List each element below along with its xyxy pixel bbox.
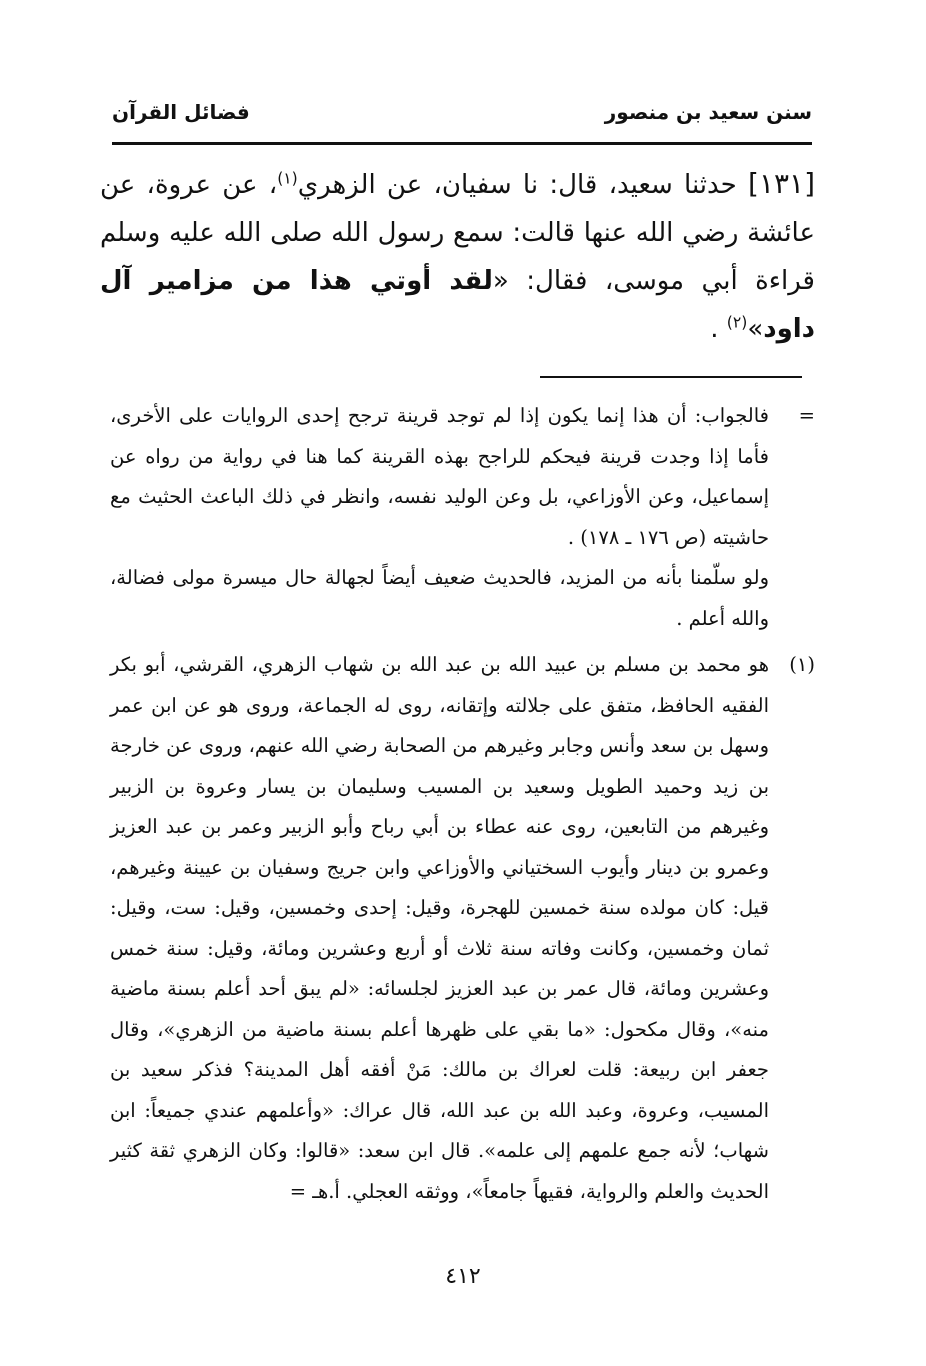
footnote-1 [110, 645, 815, 1212]
footnote-1-marker: (١) [789, 653, 815, 676]
footnote-1-body: هو محمد بن مسلم بن عبيد الله بن عبد الله بن شهاب الزهري، القرشي، أبو بكر الفقيه الحافظ، متفق على جلالته وإتقانه، روى له الجماعة، وروى هو عن ابن عمر وسهل بن سعد وأنس وجابر وغيرهم من الصحابة رضي الله عنهم، وروى عن خارجة بن زيد وحميد الطويل وسعيد بن المسيب وسليمان بن يسار وعروة بن الزبير وغيرهم من التابعين، روى عنه عطاء بن أبي رباح وأبو الزبير وعمر بن عبد العزيز وعمرو بن دينار وأيوب السختياني والأوزاعي وابن جريج وسفيان بن عيينة وغيرهم، قيل: كان مولده سنة خمسين للهجرة، وقيل: إحدى وخمسين، وقيل: ست، وقيل: ثمان وخمسين، وكانت وفاته سنة ثلاث أو أربع وعشرين ومائة، وقيل: سنة خمس وعشرين ومائة، قال عمر بن عبد العزيز لجلسائه: «لم يبق أحد أعلم بسنة ماضية منه»، وقال مكحول: «ما بقي على ظهرها أعلم بسنة ماضية من الزهري»، وقال جعفر ابن ربيعة: قلت لعراك بن مالك: مَنْ أفقه أهل المدينة؟ فذكر سعيد بن المسيب، وعروة، وعبد الله بن عبد الله، قال عراك: «وأعلمهم عندي جميعاً: ابن شهاب؛ لأنه جمع علمهم إلى علمه». قال ابن سعد: «قالوا: وكان الزهري ثقة كثير الحديث والعلم والرواية، فقيهاً جامعاً»، ووثقه العجلي. أ.هـ = [110, 653, 769, 1203]
footnote-continued [110, 396, 815, 639]
header-chapter-title: فضائل القرآن [112, 100, 250, 124]
hadith-emphasis: لقد أوتي هذا من مزامير آل داود [100, 266, 815, 344]
header-rule [112, 142, 812, 145]
footnote-continued-paragraph-2: ولو سلّمنا بأنه من المزيد، فالحديث ضعيف أيضاً لجهالة حال ميسرة مولى فضالة، والله أعلم . [110, 566, 769, 630]
footnote-continued-paragraph-1: فالجواب: أن هذا إنما يكون إذا لم توجد قرينة ترجح إحدى الروايات على الأخرى، فأما إذا وجدت قرينة فيحكم للراجح بهذه القرينة كما هنا في رواية من رواه عن إسماعيل، وعن الأوزاعي، بل وعن الوليد نفسه، وانظر في ذلك الباعث الحثيث مع حاشيته (ص ١٧٦ ـ ١٧٨) . [110, 404, 769, 549]
footnote-ref-1: (١) [277, 169, 298, 188]
page-number: ٤١٢ [445, 1264, 481, 1289]
running-header [112, 92, 812, 132]
hadith-part-4: . [710, 314, 727, 344]
footnote-continued-body [110, 396, 769, 639]
hadith-text [100, 160, 815, 353]
header-book-title: سنن سعيد بن منصور [604, 100, 812, 124]
hadith-part-2: ، عن عروة، عن عائشة رضي الله عنها قالت: سمع رسول الله صلى الله عليه وسلم قراءة أبي موسى، فقال: « [100, 170, 815, 296]
hadith-number: [١٣١] [748, 167, 815, 200]
footnote-ref-2: (٢) [726, 313, 748, 332]
footnote-separator [540, 376, 802, 378]
hadith-part-1: حدثنا سعيد، قال: نا سفيان، عن الزهري [297, 170, 737, 200]
footnotes [110, 396, 815, 1212]
hadith-part-3: » [747, 314, 764, 344]
footnote-continued-marker: = [798, 404, 815, 427]
